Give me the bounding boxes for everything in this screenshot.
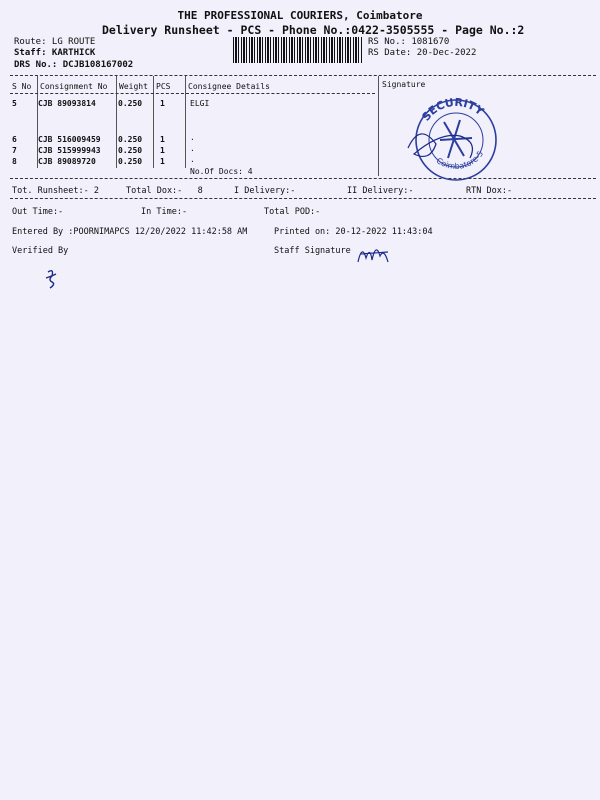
svg-text:Coimbatore-5	[435, 149, 486, 171]
column-header-weight: Weight	[119, 82, 148, 91]
rs-number: RS No.: 1081670	[368, 37, 450, 47]
row-consignment: CJB 89093814	[38, 99, 96, 108]
svg-text:SECURITY	[419, 96, 487, 124]
row-pcs: 1	[160, 99, 165, 108]
runsheet-subtitle: Delivery Runsheet - PCS - Phone No.:0422-3505555 - Page No.:2	[102, 23, 525, 37]
staff-signature-mark	[354, 240, 394, 270]
total-pod: Total POD:-	[264, 207, 321, 217]
out-time: Out Time:-	[12, 207, 64, 217]
rtn-dox: RTN Dox:-	[466, 186, 513, 196]
row-pcs: 1	[160, 146, 165, 155]
stamp-top-text: SECURITY	[419, 95, 487, 124]
row-pcs: 1	[160, 157, 165, 166]
col-divider	[185, 76, 186, 168]
row-consignment: CJB 89089720	[38, 157, 96, 166]
printed-on: Printed on: 20-12-2022 11:43:04	[274, 227, 433, 237]
row-sno: 7	[12, 146, 17, 155]
entered-by: Entered By :POORNIMAPCS 12/20/2022 11:42:58 AM	[12, 227, 248, 237]
row-sno: 8	[12, 157, 17, 166]
row-details: .	[190, 144, 195, 153]
column-header-signature: Signature	[382, 80, 426, 89]
row-sno: 5	[12, 99, 17, 108]
row-details: .	[190, 155, 195, 164]
column-header-pcs: PCS	[156, 82, 171, 91]
verified-by: Verified By	[12, 246, 69, 256]
column-header-consignee: Consignee Details	[188, 82, 270, 91]
drs-number: DRS No.: DCJB108167002	[14, 60, 134, 70]
tot-runsheet: Tot. Runsheet:- 2	[12, 186, 99, 196]
col-divider	[378, 76, 379, 176]
row-weight: 0.250	[118, 99, 143, 108]
verified-signature-mark	[40, 266, 64, 290]
row-pcs: 1	[160, 135, 165, 144]
column-header-sno: S No	[12, 82, 32, 91]
column-header-consignment: Consignment No	[40, 82, 108, 91]
col-divider	[116, 76, 117, 168]
row-details: .	[190, 133, 195, 142]
row-weight: 0.250	[118, 135, 143, 144]
header-rule	[10, 93, 375, 94]
no-of-docs: No.Of Docs: 4	[190, 167, 253, 176]
summary-rule	[10, 198, 596, 199]
table-top-rule	[10, 75, 596, 76]
col-divider	[153, 76, 154, 168]
row-details: ELGI	[190, 99, 210, 108]
staff-label: Staff: KARTHICK	[14, 48, 96, 58]
barcode	[233, 37, 363, 63]
ii-delivery: II Delivery:-	[347, 186, 414, 196]
staff-signature-label: Staff Signature	[274, 246, 351, 256]
total-dox: Total Dox:- 8	[126, 186, 203, 196]
in-time: In Time:-	[141, 207, 188, 217]
route-label: Route: LG ROUTE	[14, 37, 96, 47]
row-weight: 0.250	[118, 157, 143, 166]
row-weight: 0.250	[118, 146, 143, 155]
company-title: THE PROFESSIONAL COURIERS, Coimbatore	[177, 9, 423, 22]
i-delivery: I Delivery:-	[234, 186, 296, 196]
row-consignment: CJB 515999943	[38, 146, 101, 155]
row-consignment: CJB 516009459	[38, 135, 101, 144]
rs-date: RS Date: 20-Dec-2022	[368, 48, 477, 58]
stamp-bottom-text: Coimbatore-5	[434, 149, 486, 172]
row-sno: 6	[12, 135, 17, 144]
security-stamp	[400, 92, 510, 182]
